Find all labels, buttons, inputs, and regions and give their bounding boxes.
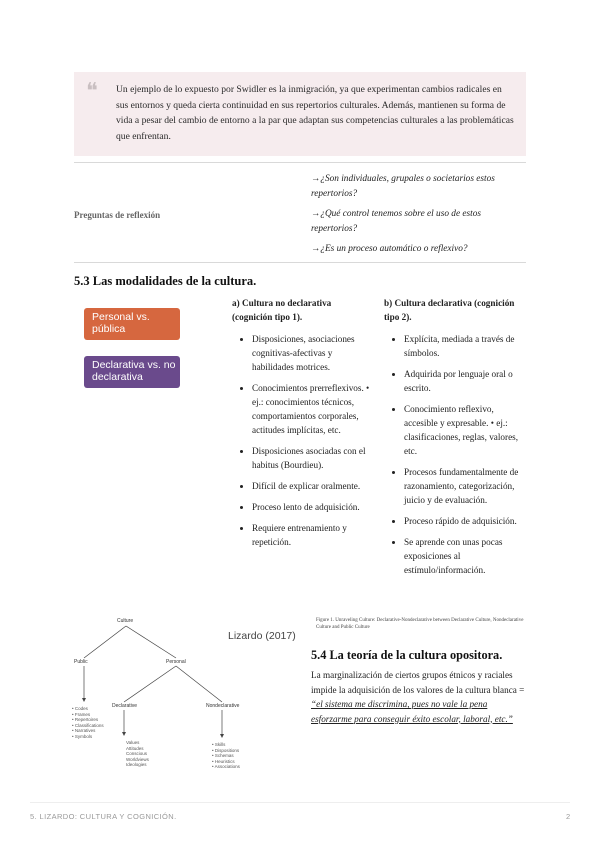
- quote-text: “el sistema me discrimina, pues no vale la pena esforzarme para conseguir éxito escolar, laboral, etc.”: [311, 699, 513, 724]
- footer-text: 5. LIZARDO: CULTURA Y COGNICIÓN.: [30, 812, 177, 821]
- diagram-author: Lizardo (2017): [228, 630, 296, 642]
- diagram-node-public: Public: [74, 659, 88, 665]
- divider: [74, 262, 526, 263]
- diagram-node-personal: Personal: [166, 659, 186, 665]
- quote-icon: ❝: [86, 78, 98, 103]
- reflection-questions: [311, 172, 527, 262]
- section-title: 5.3 Las modalidades de la cultura.: [74, 274, 257, 288]
- diagram-declarative-list: Values Attitudes Conscious Worldviews Ideologies: [126, 740, 149, 767]
- list-item: • Difícil de explicar oralmente.: [252, 479, 372, 493]
- column-declarative: [384, 296, 524, 584]
- section-title: 5.4 La teoría de la cultura opositora.: [311, 648, 503, 662]
- tag-personal-public: Personal vs. pública: [84, 308, 180, 340]
- tag-declarative: Declarativa vs. no declarativa: [84, 356, 180, 388]
- callout-text: Un ejemplo de lo expuesto por Swidler es la inmigración, ya que experimentan cambios radicales en sus entornos y queda cierta continuidad en sus repertorios culturales. Además, mantienen su forma de vida a pesar del cambio de entorno a la par que adaptan sus competencias culturales a las problemáticas que enfrentan.: [116, 84, 514, 142]
- figure-caption: Figure 1. Unraveling Culture: Declarative-Nondeclarative between Declarative Culture, Nondeclarative Culture and Public Culture: [316, 618, 524, 630]
- list-item: • Proceso rápido de adquisición.: [404, 514, 524, 528]
- list-item: • Requiere entrenamiento y repetición.: [252, 521, 372, 549]
- column-nondeclarative: [232, 296, 372, 556]
- diagram-nondeclarative-list: • Skills • Dispositions • Schemas • Heuristics • Associations: [212, 742, 240, 769]
- diagram-public-list: • Codes • Frames • Repertoires • Classifications • Narratives • Symbols: [72, 706, 104, 739]
- divider: [74, 162, 526, 163]
- list-item: • Disposiciones asociadas con el habitus (Bourdieu).: [252, 444, 372, 472]
- list-item: • Conocimientos prerreflexivos. • ej.: conocimientos técnicos, comportamientos corporales, actitudes implícitas, etc.: [252, 381, 372, 437]
- page-number: 2: [566, 812, 571, 821]
- list-item: • Proceso lento de adquisición.: [252, 500, 372, 514]
- reflection-question: →¿Son individuales, grupales o societarios estos repertorios?: [311, 174, 495, 199]
- quote-callout: [74, 72, 526, 156]
- list-item: • Procesos fundamentalmente de razonamiento, categorización, juicio y de evaluación.: [404, 465, 524, 507]
- list-item: • Adquirida por lenguaje oral o escrito.: [404, 367, 524, 395]
- diagram-node-declarative: Declarative: [112, 703, 138, 709]
- diagram-node-root: Culture: [117, 618, 134, 624]
- section-body: [311, 668, 527, 726]
- reflection-label: Preguntas de reflexión: [74, 210, 161, 220]
- column-heading: a) Cultura no declarativa (cognición tipo 1).: [232, 298, 332, 322]
- reflection-question: →¿Qué control tenemos sobre el uso de estos repertorios?: [311, 209, 481, 234]
- diagram-node-nondeclarative: Nondeclarative: [206, 703, 240, 709]
- list-item: • Disposiciones, asociaciones cognitivas-afectivas y habilidades motrices.: [252, 332, 372, 374]
- list-item: • Se aprende con unas pocas exposiciones al estímulo/información.: [404, 535, 524, 577]
- reflection-question: →¿Es un proceso automático o reflexivo?: [311, 244, 468, 254]
- footer-divider: [30, 802, 570, 803]
- list-item: • Conocimiento reflexivo, accesible y expresable. • ej.: clasificaciones, reglas, valores, etc.: [404, 402, 524, 458]
- column-heading: b) Cultura declarativa (cognición tipo 2).: [384, 298, 515, 322]
- list-item: • Explícita, mediada a través de símbolos.: [404, 332, 524, 360]
- body-text: La marginalización de ciertos grupos étnicos y raciales impide la adquisición de los valores de la cultura blanca =: [311, 670, 525, 695]
